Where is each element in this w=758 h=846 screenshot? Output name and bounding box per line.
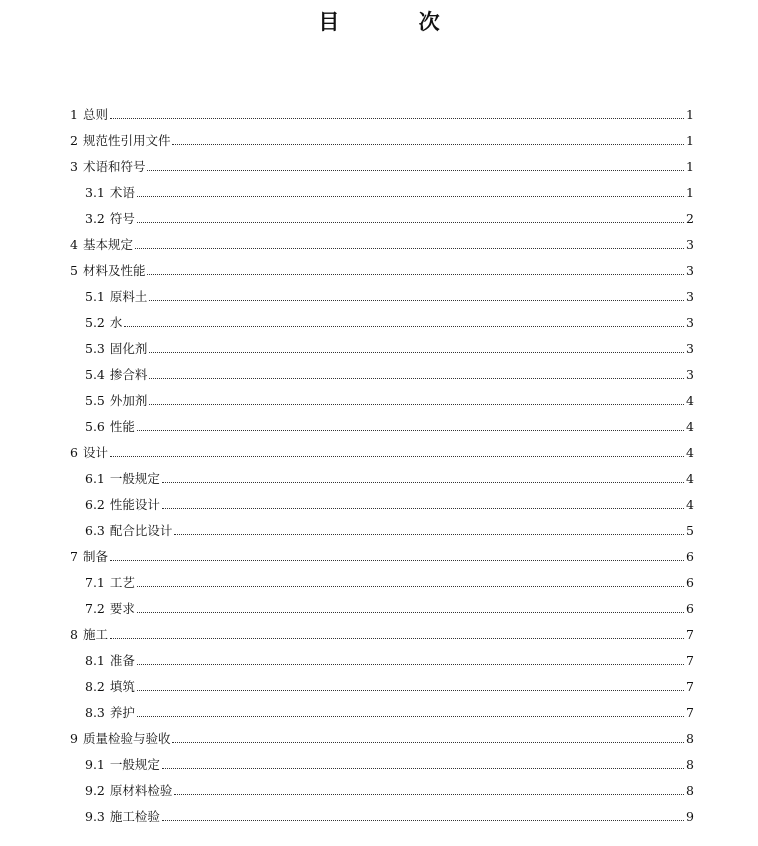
- toc-subsection-entry[interactable]: [70, 643, 694, 669]
- toc-subsection-entry[interactable]: [70, 747, 694, 773]
- toc-page-number: 7: [686, 705, 694, 720]
- toc-entry-title: 原材料检验: [109, 783, 173, 798]
- toc-entry-number: 6: [70, 445, 78, 460]
- toc-entry-number: 5.2: [85, 315, 105, 330]
- toc-page-number: 8: [686, 757, 694, 772]
- toc-dot-leader: [147, 273, 684, 275]
- toc-subsection-entry[interactable]: [70, 201, 694, 227]
- toc-page-number: 2: [686, 211, 694, 226]
- toc-dot-leader: [137, 585, 684, 587]
- toc-entry-title: 制备: [82, 549, 108, 564]
- toc-entry-number: 8.2: [85, 679, 105, 694]
- toc-dot-leader: [135, 247, 684, 249]
- toc-page-number: 7: [686, 679, 694, 694]
- toc-entry-number: 8.1: [85, 653, 105, 668]
- toc-page-number: 3: [686, 263, 694, 278]
- toc-dot-leader: [137, 221, 684, 223]
- toc-entry-title: 术语: [109, 185, 135, 200]
- toc-dot-leader: [162, 481, 684, 483]
- toc-entry-title: 要求: [109, 601, 135, 616]
- toc-entry-title: 性能设计: [109, 497, 160, 512]
- toc-subsection-entry[interactable]: [70, 487, 694, 513]
- toc-subsection-entry[interactable]: [70, 175, 694, 201]
- toc-page-number: 4: [686, 419, 694, 434]
- toc-entry-title: 固化剂: [109, 341, 148, 356]
- toc-entry-title: 外加剂: [109, 393, 148, 408]
- toc-dot-leader: [137, 689, 684, 691]
- toc-dot-leader: [124, 325, 684, 327]
- toc-entry-title: 施工检验: [109, 809, 160, 824]
- toc-section-entry[interactable]: [70, 617, 694, 643]
- toc-dot-leader: [174, 793, 684, 795]
- toc-page-number: 1: [686, 107, 694, 122]
- toc-entry-title: 原料土: [109, 289, 148, 304]
- toc-dot-leader: [137, 715, 684, 717]
- toc-page-number: 1: [686, 159, 694, 174]
- toc-page-number: 6: [686, 549, 694, 564]
- toc-entry-number: 5.4: [85, 367, 105, 382]
- toc-section-entry[interactable]: [70, 227, 694, 253]
- toc-page-number: 3: [686, 237, 694, 252]
- toc-dot-leader: [137, 429, 684, 431]
- toc-entry-title: 符号: [109, 211, 135, 226]
- toc-page-number: 6: [686, 575, 694, 590]
- toc-subsection-entry[interactable]: [70, 513, 694, 539]
- toc-section-entry[interactable]: [70, 97, 694, 123]
- toc-entry-title: 一般规定: [109, 471, 160, 486]
- toc-page-number: 4: [686, 445, 694, 460]
- toc-page-number: 5: [686, 523, 694, 538]
- toc-entry-title: 配合比设计: [109, 523, 173, 538]
- toc-page-number: 3: [686, 289, 694, 304]
- toc-entry-number: 5.6: [85, 419, 105, 434]
- toc-entry-title: 掺合料: [109, 367, 148, 382]
- toc-page-number: 4: [686, 497, 694, 512]
- toc-entry-title: 基本规定: [82, 237, 133, 252]
- toc-subsection-entry[interactable]: [70, 357, 694, 383]
- toc-dot-leader: [149, 403, 684, 405]
- toc-page-number: 7: [686, 653, 694, 668]
- toc-subsection-entry[interactable]: [70, 383, 694, 409]
- toc-entry-title: 规范性引用文件: [82, 133, 171, 148]
- toc-entry-title: 性能: [109, 419, 135, 434]
- toc-page-number: 6: [686, 601, 694, 616]
- table-of-contents: [70, 97, 694, 825]
- toc-entry-number: 8.3: [85, 705, 105, 720]
- toc-entry-title: 准备: [109, 653, 135, 668]
- toc-entry-title: 设计: [82, 445, 108, 460]
- toc-page-number: 8: [686, 783, 694, 798]
- toc-page-number: 9: [686, 809, 694, 824]
- toc-subsection-entry[interactable]: [70, 669, 694, 695]
- toc-entry-number: 6.1: [85, 471, 105, 486]
- toc-entry-number: 3: [70, 159, 78, 174]
- toc-dot-leader: [110, 637, 684, 639]
- toc-entry-number: 9: [70, 731, 78, 746]
- toc-title: 目 次: [318, 10, 476, 34]
- toc-entry-title: 材料及性能: [82, 263, 146, 278]
- toc-subsection-entry[interactable]: [70, 773, 694, 799]
- toc-page-number: 4: [686, 393, 694, 408]
- toc-entry-number: 5.3: [85, 341, 105, 356]
- toc-page-number: 7: [686, 627, 694, 642]
- toc-entry-number: 7.2: [85, 601, 105, 616]
- toc-subsection-entry[interactable]: [70, 331, 694, 357]
- toc-entry-number: 4: [70, 237, 78, 252]
- toc-entry-number: 9.2: [85, 783, 105, 798]
- toc-dot-leader: [172, 741, 684, 743]
- toc-subsection-entry[interactable]: [70, 305, 694, 331]
- toc-page-number: 8: [686, 731, 694, 746]
- toc-entry-number: 7.1: [85, 575, 105, 590]
- toc-dot-leader: [149, 299, 684, 301]
- toc-page-number: 4: [686, 471, 694, 486]
- toc-dot-leader: [149, 377, 684, 379]
- toc-section-entry[interactable]: [70, 123, 694, 149]
- toc-subsection-entry[interactable]: [70, 695, 694, 721]
- toc-dot-leader: [162, 507, 684, 509]
- toc-entry-number: 5.5: [85, 393, 105, 408]
- toc-dot-leader: [110, 117, 684, 119]
- toc-dot-leader: [162, 767, 684, 769]
- toc-entry-number: 5: [70, 263, 78, 278]
- toc-entry-number: 6.3: [85, 523, 105, 538]
- toc-entry-title: 术语和符号: [82, 159, 146, 174]
- toc-dot-leader: [147, 169, 684, 171]
- toc-entry-number: 8: [70, 627, 78, 642]
- toc-subsection-entry[interactable]: [70, 279, 694, 305]
- toc-subsection-entry[interactable]: [70, 409, 694, 435]
- toc-entry-title: 总则: [82, 107, 108, 122]
- toc-entry-number: 3.1: [85, 185, 105, 200]
- toc-section-entry[interactable]: [70, 253, 694, 279]
- toc-entry-number: 3.2: [85, 211, 105, 226]
- toc-subsection-entry[interactable]: [70, 461, 694, 487]
- toc-subsection-entry[interactable]: [70, 799, 694, 825]
- toc-dot-leader: [172, 143, 684, 145]
- toc-page-number: 3: [686, 315, 694, 330]
- toc-section-entry[interactable]: [70, 435, 694, 461]
- toc-section-entry[interactable]: [70, 149, 694, 175]
- toc-entry-title: 一般规定: [109, 757, 160, 772]
- toc-entry-title: 施工: [82, 627, 108, 642]
- toc-dot-leader: [110, 455, 684, 457]
- toc-dot-leader: [162, 819, 684, 821]
- toc-entry-title: 养护: [109, 705, 135, 720]
- toc-entry-title: 水: [109, 315, 123, 330]
- toc-subsection-entry[interactable]: [70, 591, 694, 617]
- toc-dot-leader: [137, 195, 684, 197]
- toc-entry-title: 填筑: [109, 679, 135, 694]
- toc-page-number: 1: [686, 185, 694, 200]
- toc-entry-title: 工艺: [109, 575, 135, 590]
- toc-entry-number: 2: [70, 133, 78, 148]
- toc-dot-leader: [149, 351, 684, 353]
- toc-entry-number: 9.1: [85, 757, 105, 772]
- toc-section-entry[interactable]: [70, 721, 694, 747]
- toc-page-number: 3: [686, 341, 694, 356]
- toc-entry-number: 7: [70, 549, 78, 564]
- toc-entry-number: 9.3: [85, 809, 105, 824]
- toc-page-number: 1: [686, 133, 694, 148]
- toc-section-entry[interactable]: [70, 539, 694, 565]
- toc-dot-leader: [110, 559, 684, 561]
- toc-entry-number: 6.2: [85, 497, 105, 512]
- toc-subsection-entry[interactable]: [70, 565, 694, 591]
- toc-dot-leader: [174, 533, 684, 535]
- toc-dot-leader: [137, 611, 684, 613]
- toc-dot-leader: [137, 663, 684, 665]
- toc-entry-number: 1: [70, 107, 78, 122]
- toc-page-number: 3: [686, 367, 694, 382]
- toc-entry-title: 质量检验与验收: [82, 731, 171, 746]
- toc-entry-number: 5.1: [85, 289, 105, 304]
